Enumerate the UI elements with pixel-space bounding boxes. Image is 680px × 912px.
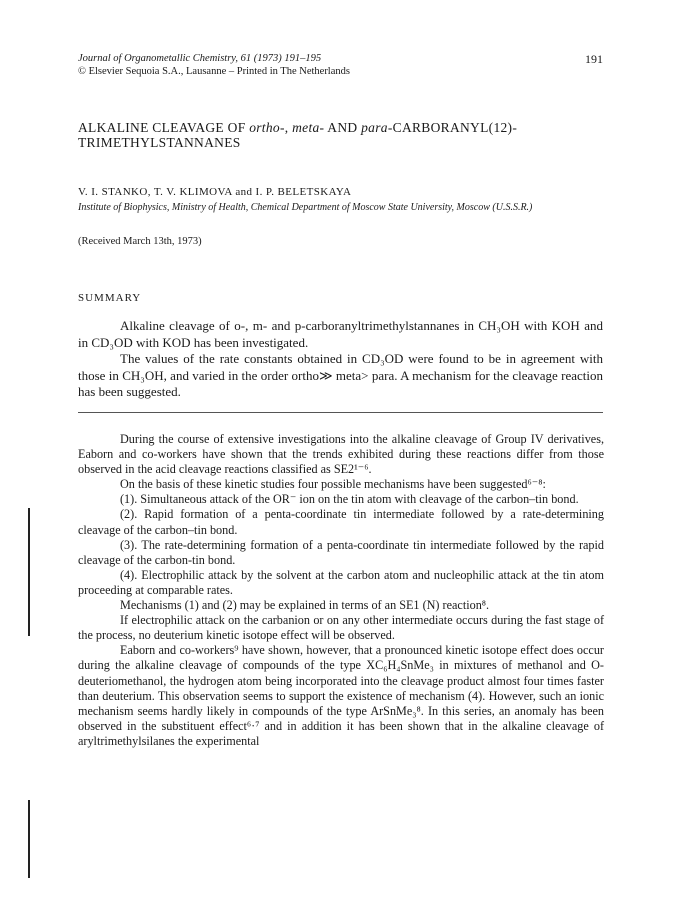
title-part-2: , <box>284 120 293 135</box>
article-title <box>78 120 618 150</box>
title-part-4: -CARBORANYL(12)- <box>387 120 518 135</box>
section-divider <box>78 412 603 413</box>
summary-paragraph: The values of the rate constants obtained in CD₃OD were found to be in agreement with those in CH₃OH, and varied in the order ortho≫ meta> para. A mechanism for the cleavage reaction has been suggested. <box>78 351 603 399</box>
affiliation: Institute of Biophysics, Ministry of Health, Chemical Department of Moscow State University, Moscow (U.S.S.R.) <box>78 202 533 213</box>
body-paragraph: Eaborn and co-workers⁹ have shown, however, that a pronounced kinetic isotope effect does occur during the alkaline cleavage of compounds of the type XC₆H₄SnMe₃ in mixtures of methanol and O-deuteriomethanol, the hydrogen atom being incorporated into the cleavage product almost four times faster than deuterium. This observation seems to support the existence of mechanism (4). However, such an ionic mechanism seems hardly likely in compounds of the type ArSnMe₃⁸. In this series, an anomaly has been observed in the substituent effect⁶·⁷ and in addition it has been shown that in the alkaline cleavage of aryltrimethylsilanes the experimental <box>78 643 604 748</box>
title-part-3: AND <box>324 120 362 135</box>
body-paragraph: Mechanisms (1) and (2) may be explained in terms of an SE1 (N) reaction⁸. <box>120 598 490 613</box>
publisher-line: © Elsevier Sequoia S.A., Lausanne – Printed in The Netherlands <box>78 66 350 77</box>
summary-text <box>78 318 603 401</box>
summary-paragraph: Alkaline cleavage of o-, m- and p-carboranyltrimethylstannanes in CH₃OH with KOH and in CD₃OD with KOD has been investigated. <box>78 318 603 350</box>
scan-margin-mark <box>28 800 30 878</box>
received-date: (Received March 13th, 1973) <box>78 236 202 247</box>
title-para: para <box>361 120 388 135</box>
title-ortho: ortho- <box>249 120 285 135</box>
body-paragraph: (3). The rate-determining formation of a penta-coordinate tin intermediate followed by the rapid cleavage of the carbon-tin bond. <box>78 537 604 567</box>
scan-margin-mark <box>28 508 30 636</box>
summary-heading: SUMMARY <box>78 292 142 304</box>
body-paragraph: (4). Electrophilic attack by the solvent at the carbon atom and nucleophilic attack at the tin atom proceeding at comparable rates. <box>78 567 604 597</box>
authors: V. I. STANKO, T. V. KLIMOVA and I. P. BELETSKAYA <box>78 186 352 198</box>
body-paragraph: If electrophilic attack on the carbanion or on any other intermediate occurs during the fast stage of the process, no deuterium kinetic isotope effect will be observed. <box>78 613 604 643</box>
journal-citation: Journal of Organometallic Chemistry, 61 (1973) 191–195 <box>78 53 322 64</box>
page-number: 191 <box>585 52 603 66</box>
body-text <box>78 432 604 749</box>
body-paragraph: (1). Simultaneous attack of the OR⁻ ion on the tin atom with cleavage of the carbon–tin bond. <box>120 492 579 507</box>
body-paragraph: During the course of extensive investigations into the alkaline cleavage of Group IV derivatives, Eaborn and co-workers have shown that the trends exhibited during these reactions differ from those observed in the acid cleavage reactions classified as SE2¹⁻⁶. <box>78 432 604 477</box>
title-meta: meta- <box>292 120 325 135</box>
title-part-1: ALKALINE CLEAVAGE OF <box>78 120 250 135</box>
body-paragraph: (2). Rapid formation of a penta-coordinate tin intermediate followed by a rate-determining cleavage of the carbon–tin bond. <box>78 507 604 537</box>
body-paragraph: On the basis of these kinetic studies four possible mechanisms have been suggested⁶⁻⁸: <box>120 477 546 492</box>
title-line-2: TRIMETHYLSTANNANES <box>78 135 241 150</box>
journal-header <box>78 52 598 78</box>
